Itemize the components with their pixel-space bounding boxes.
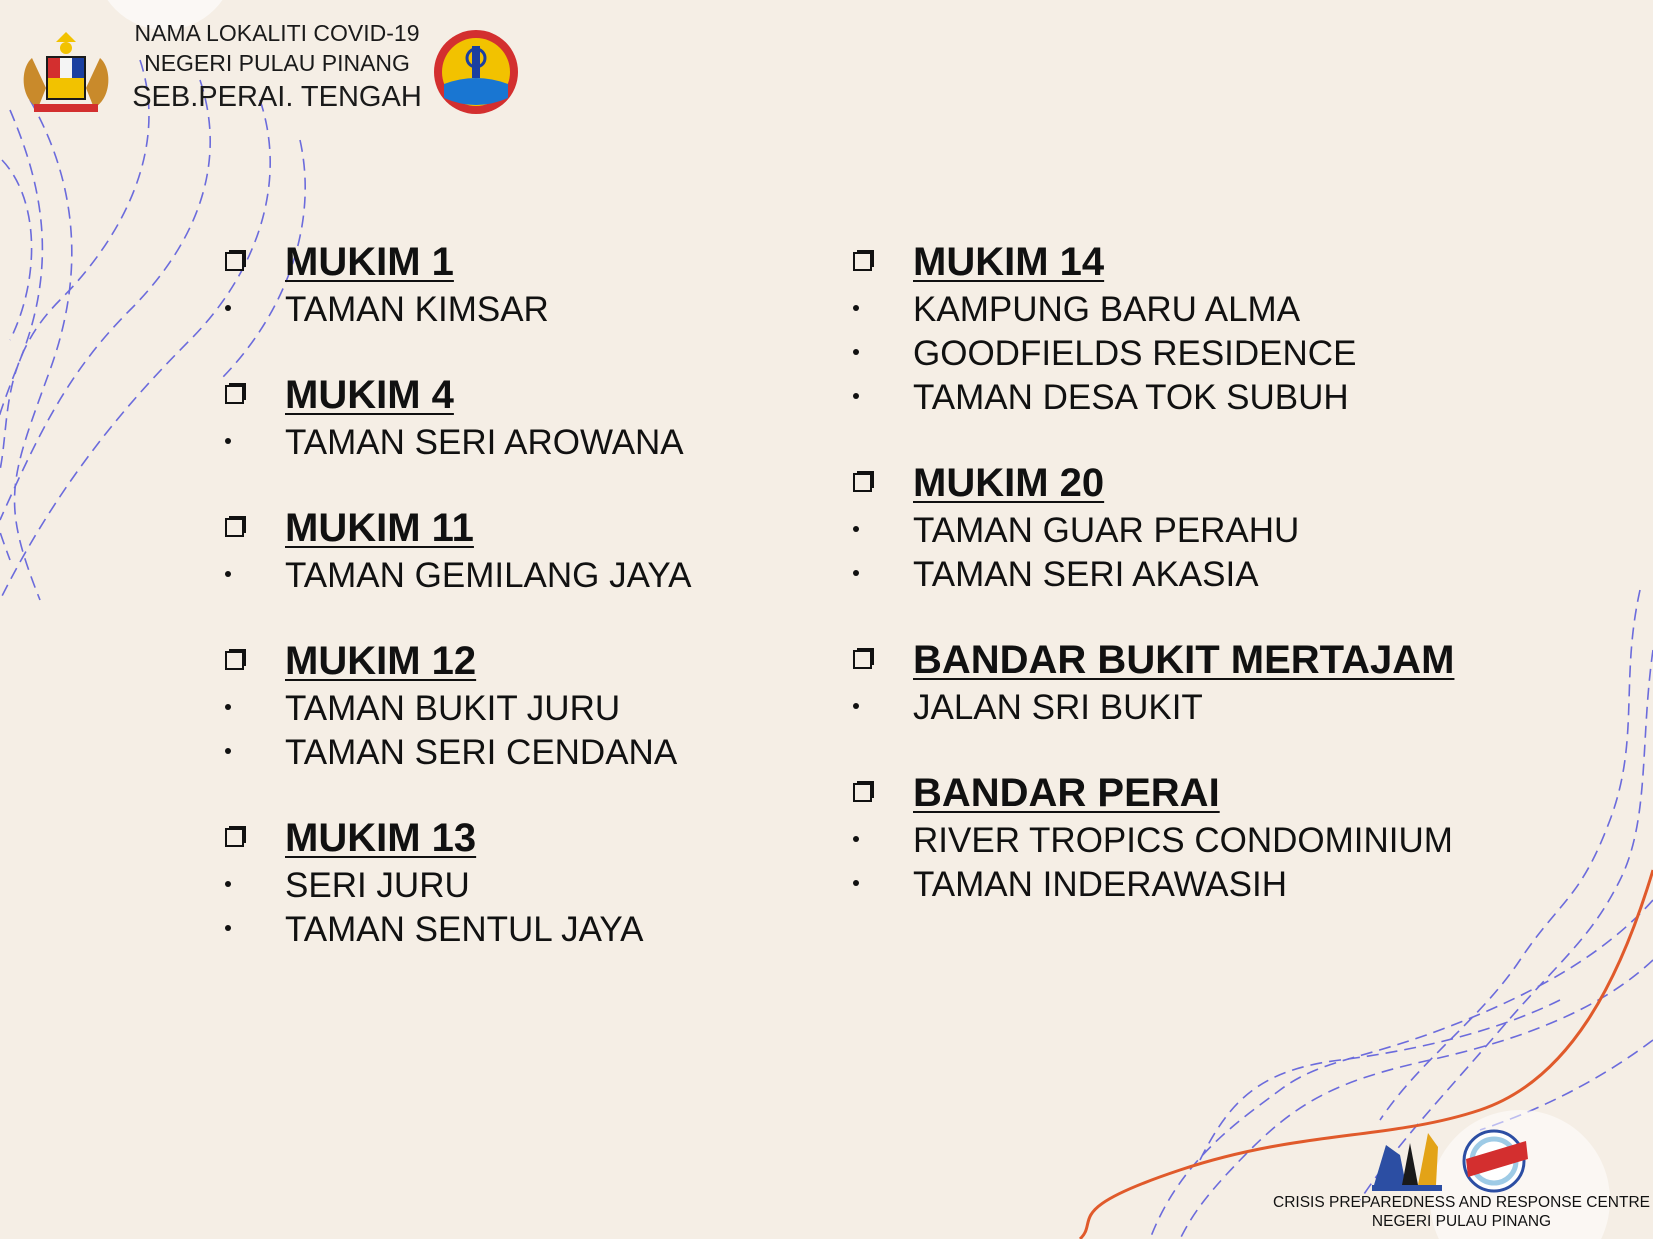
section-header xyxy=(853,767,1493,819)
section-bandar-bukit-mertajam xyxy=(853,634,1493,730)
page-footer xyxy=(1270,1125,1653,1239)
section-header xyxy=(225,369,865,421)
malaysia-coat-of-arms-icon xyxy=(12,28,120,116)
checkbox-square-icon xyxy=(225,382,247,404)
checkbox-square-icon xyxy=(225,648,247,670)
header-line-1: NAMA LOKALITI COVID-19 xyxy=(134,20,420,46)
section-mukim-14 xyxy=(853,236,1493,420)
section-title: MUKIM 20 xyxy=(913,461,1105,505)
locality-name: TAMAN SERI CENDANA xyxy=(285,733,678,772)
right-column xyxy=(853,236,1493,907)
checkbox-square-icon xyxy=(853,470,875,492)
section-header xyxy=(225,236,865,288)
bullet-icon xyxy=(225,438,231,444)
locality-name: TAMAN SENTUL JAYA xyxy=(285,910,644,949)
list-item xyxy=(853,332,1493,376)
list-item xyxy=(853,509,1493,553)
bullet-icon xyxy=(853,305,859,311)
section-header xyxy=(225,812,865,864)
locality-name: TAMAN BUKIT JURU xyxy=(285,689,621,728)
section-mukim-12 xyxy=(225,635,865,775)
bullet-icon xyxy=(853,393,859,399)
section-title: MUKIM 14 xyxy=(913,240,1105,284)
bullet-icon xyxy=(225,748,231,754)
section-header xyxy=(853,634,1493,686)
list-item xyxy=(853,863,1493,907)
list-item xyxy=(853,376,1493,420)
section-title: BANDAR PERAI xyxy=(913,771,1220,815)
list-item xyxy=(853,686,1493,730)
section-bandar-perai xyxy=(853,767,1493,907)
section-header xyxy=(853,236,1493,288)
locality-name: TAMAN SERI AKASIA xyxy=(913,555,1259,594)
section-title: MUKIM 4 xyxy=(285,373,454,417)
section-title: BANDAR BUKIT MERTAJAM xyxy=(913,638,1455,682)
section-header xyxy=(225,635,865,687)
bullet-icon xyxy=(853,570,859,576)
list-item xyxy=(225,288,865,332)
section-header xyxy=(853,457,1493,509)
section-mukim-4 xyxy=(225,369,865,465)
list-item xyxy=(225,864,865,908)
header-line-2: NEGERI PULAU PINANG xyxy=(144,50,410,76)
checkbox-square-icon xyxy=(225,825,247,847)
cprc-and-covid-logos-icon xyxy=(1366,1125,1536,1195)
checkbox-square-icon xyxy=(853,249,875,271)
locality-name: TAMAN GEMILANG JAYA xyxy=(285,556,692,595)
list-item xyxy=(225,687,865,731)
bullet-icon xyxy=(225,305,231,311)
penang-state-seal-icon xyxy=(432,28,520,116)
bullet-icon xyxy=(225,925,231,931)
locality-name: TAMAN INDERAWASIH xyxy=(913,865,1287,904)
section-header xyxy=(225,502,865,554)
footer-organisation xyxy=(1270,1193,1653,1231)
bullet-icon xyxy=(225,704,231,710)
bullet-icon xyxy=(853,703,859,709)
locality-name: RIVER TROPICS CONDOMINIUM xyxy=(913,821,1453,860)
page-header xyxy=(0,0,540,130)
list-item xyxy=(225,554,865,598)
section-title: MUKIM 1 xyxy=(285,240,454,284)
checkbox-square-icon xyxy=(225,249,247,271)
locality-name: GOODFIELDS RESIDENCE xyxy=(913,334,1357,373)
list-item xyxy=(853,553,1493,597)
bullet-icon xyxy=(225,881,231,887)
header-text xyxy=(120,18,434,116)
locality-name: TAMAN GUAR PERAHU xyxy=(913,511,1300,550)
section-mukim-20 xyxy=(853,457,1493,597)
bullet-icon xyxy=(853,526,859,532)
list-item xyxy=(225,421,865,465)
bullet-icon xyxy=(853,836,859,842)
section-mukim-1 xyxy=(225,236,865,332)
locality-name: TAMAN SERI AROWANA xyxy=(285,423,684,462)
list-item xyxy=(853,288,1493,332)
checkbox-square-icon xyxy=(853,647,875,669)
bullet-icon xyxy=(853,880,859,886)
list-item xyxy=(225,908,865,952)
list-item xyxy=(225,731,865,775)
section-title: MUKIM 12 xyxy=(285,639,477,683)
locality-name: TAMAN DESA TOK SUBUH xyxy=(913,378,1349,417)
checkbox-square-icon xyxy=(853,780,875,802)
bullet-icon xyxy=(225,571,231,577)
section-mukim-13 xyxy=(225,812,865,952)
bullet-icon xyxy=(853,349,859,355)
locality-name: TAMAN KIMSAR xyxy=(285,290,549,329)
section-title: MUKIM 11 xyxy=(285,506,474,550)
checkbox-square-icon xyxy=(225,515,247,537)
footer-line-1: CRISIS PREPAREDNESS AND RESPONSE CENTRE xyxy=(1273,1194,1650,1211)
list-item xyxy=(853,819,1493,863)
section-title: MUKIM 13 xyxy=(285,816,477,860)
locality-name: KAMPUNG BARU ALMA xyxy=(913,290,1301,329)
left-column xyxy=(225,236,865,952)
section-mukim-11 xyxy=(225,502,865,598)
locality-name: JALAN SRI BUKIT xyxy=(913,688,1203,727)
locality-name: SERI JURU xyxy=(285,866,470,905)
header-line-3: SEB.PERAI. TENGAH xyxy=(132,81,422,113)
footer-line-2: NEGERI PULAU PINANG xyxy=(1371,1213,1552,1230)
